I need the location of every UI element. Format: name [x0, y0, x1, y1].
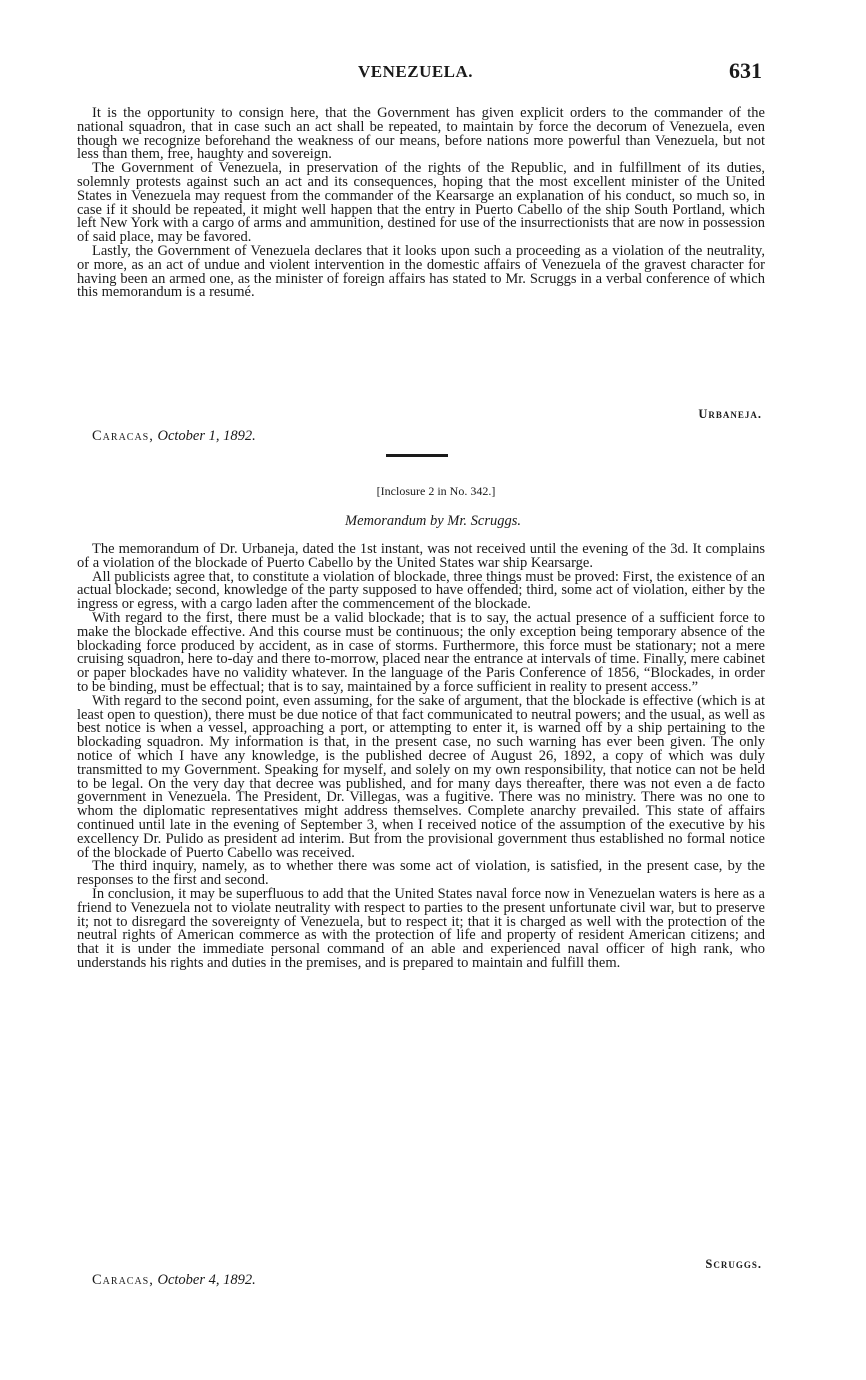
paragraph: With regard to the first, there must be a valid blockade; that is to say, the actual presence of a sufficient force to make the blockade effective. And this course must be continuous; the only exception being temporary absence of the blockading force produced by accident, as in case of storms. Furthermore, this force must be stationary; not a mere cruising squadron, here to-day and there to-morrow, placed near the entrance at intervals of time. Finally, mere cabinet or paper blockades have no validity whatever. In the language of the Paris Conference of 1856, “Blockades, in order to be binding, must be effectual; that is to say, maintained by a force sufficient in reality to present access.”	[77, 609, 765, 695]
signature-urbaneja: Urbaneja.	[698, 407, 762, 421]
dateline-place: Caracas,	[92, 1272, 154, 1288]
paragraph: The third inquiry, namely, as to whether there was some act of violation, is satisfied, in the present case, by the responses to the first and second.	[77, 858, 765, 889]
memorandum-title: Memorandum by Mr. Scruggs.	[345, 513, 521, 529]
urbaneja-memorandum-body	[77, 107, 765, 300]
paragraph: It is the opportunity to consign here, that the Government has given explicit orders to the commander of the national squadron, that in case such an act shall be repeated, to maintain by force the decorum of Venezuela, even though we recognize beforehand the weakness of our means, before nations more powerful than Venezuela, but not less than them, free, haughty and sovereign.	[77, 105, 765, 163]
dateline-date: October 4, 1892.	[157, 1272, 256, 1288]
paragraph: Lastly, the Government of Venezuela declares that it looks upon such a proceeding as a violation of the neutrality, or more, as an act of undue and violent intervention in the domestic affairs of Venezuela of the gravest character for having been an armed one, as the minister of foreign affairs has stated to Mr. Scruggs in a verbal conference of which this memorandum is a resumé.	[77, 242, 765, 301]
inclosure-label: [Inclosure 2 in No. 342.]	[376, 484, 496, 498]
paragraph: The memorandum of Dr. Urbaneja, dated the 1st instant, was not received until the evening of the 3d. It complains of a violation of the blockade of Puerto Cabello by the United States war ship Kearsarge.	[77, 541, 765, 571]
paragraph: The Government of Venezuela, in preservation of the rights of the Republic, and in fulfillment of its duties, solemnly protests against such an act and its consequences, hoping that the most excellent minister of the United States in Venezuela may request from the commander of the Kearsarge an explanation of his conduct, so much so, in case if it should be repeated, it might well happen that the entry in Puerto Cabello of the ship South Portland, which left New York with a cargo of arms and ammunition, destined for use of the insurrectionists that are now in possession of said place, may be favored.	[77, 160, 765, 246]
signature-scruggs: Scruggs.	[705, 1257, 762, 1271]
dateline-place: Caracas,	[92, 428, 154, 444]
running-title: VENEZUELA.	[358, 62, 474, 81]
section-divider	[386, 454, 448, 457]
dateline-urbaneja	[92, 428, 256, 445]
dateline-date: October 1, 1892.	[157, 428, 256, 444]
scruggs-memorandum-body	[77, 543, 765, 971]
paragraph: With regard to the second point, even assuming, for the sake of argument, that the blockade is effective (which is at least open to question), there must be due notice of that fact communicated to neutral powers; and the usual, as well as best notice is when a vessel, approaching a port, or attempting to enter it, is warned off by a ship pertaining to the blockading squadron. My information is that, in the present case, no such warning has ever been given. The only notice of which I have any knowledge, is the published decree of August 26, 1892, a copy of which was duly transmitted to my Government. Speaking for myself, and solely on my own responsibility, that notice can not be held to be legal. On the very day that decree was published, and for many days thereafter, there was not even a de facto government in Venezuela. The President, Dr. Villegas, was a fugitive. There was no ministry. There was no one to whom the diplomatic representatives might address themselves. Complete anarchy prevailed. This state of affairs continued until late in the evening of September 3, when I received notice of the assumption of the executive by his excellency Dr. Pulido as president ad interim. But from the provisional government thus established no formal notice of the blockade of Puerto Cabello was received.	[77, 692, 765, 861]
paragraph: All publicists agree that, to constitute a violation of blockade, three things must be proved: First, the existence of an actual blockade; second, knowledge of the party supposed to have offended; third, some act of violation, either by the ingress or egress, with a cargo laden after the commencement of the blockade.	[77, 568, 765, 613]
paragraph: In conclusion, it may be superfluous to add that the United States naval force now in Venezuelan waters is here as a friend to Venezuela not to violate neutrality with respect to parties to the present unfortunate civil war, but to preserve it; not to disregard the sovereignty of Venezuela, but to respect it; that it is charged as well with the protection of the neutral rights of American commerce as with the protection of life and property of resident American citizens; and that it is under the immediate personal command of an able and experienced naval officer of high rank, who understands his rights and duties in the premises, and is prepared to maintain and fulfill them.	[77, 885, 765, 971]
page-number: 631	[729, 58, 762, 83]
dateline-scruggs	[92, 1272, 256, 1289]
page-header	[80, 58, 762, 86]
